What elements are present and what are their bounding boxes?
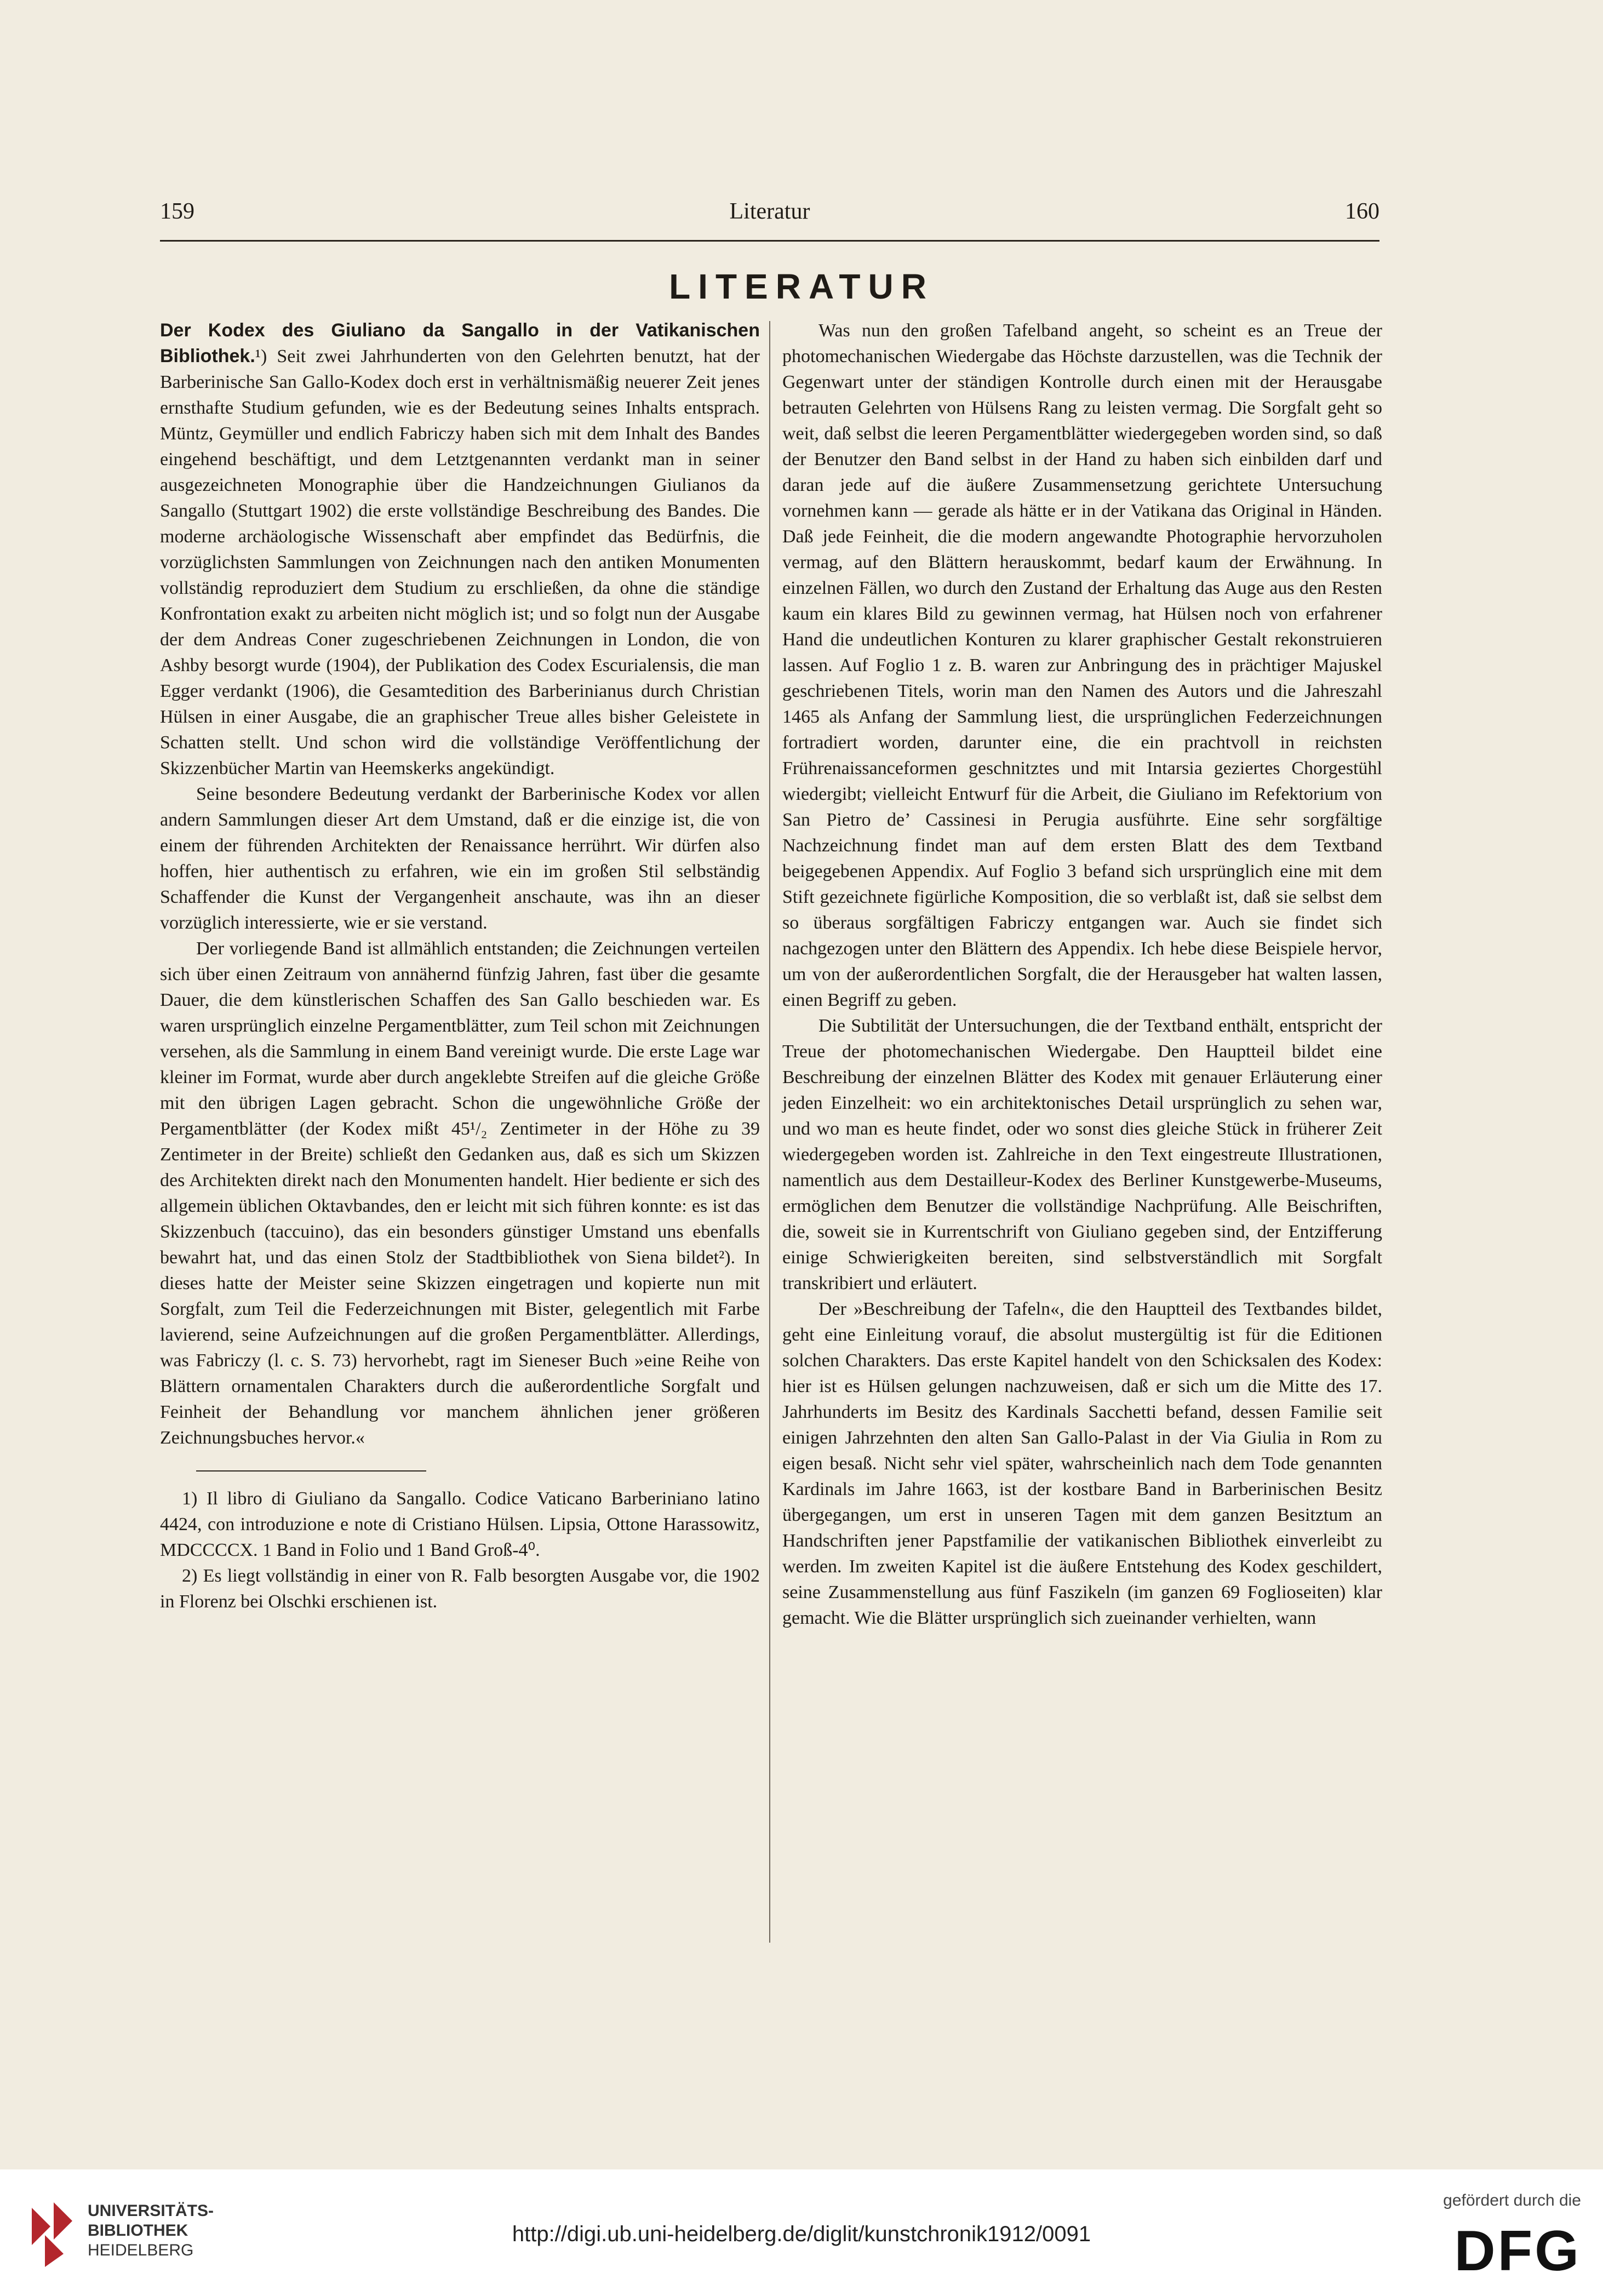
library-name-line: BIBLIOTHEK bbox=[88, 2221, 188, 2240]
paragraph: Was nun den großen Tafelband angeht, so scheint es an Treue der photomechanischen Wiedergabe das Höchste darzustellen, was die Technik der Gegenwart unter der ständigen Kontrolle durch einen mit der Herausgabe betrauten Gelehrten von Hülsens Rang zu leisten vermag. Die Sorgfalt geht so weit, daß selbst die leeren Pergamentblätter wiedergegeben worden sind, so daß der Benutzer den Band selbst in der Hand zu haben sich einbilden darf und daran jede auf die äußere Zusammensetzung gerichtete Untersuchung vornehmen kann — gerade als hätte er in der Vatikana das Original in Händen. Daß jede Feinheit, die die modern angewandte Photographie hervorzuholen vermag, auf den Blättern herauskommt, bedarf kaum der Erwähnung. In einzelnen Fällen, wo durch den Zustand der Erhaltung das Auge aus den Resten kaum ein klares Bild zu gewinnen vermag, hat Hülsen noch von erfahrener Hand die undeutlichen Konturen zu klarer graphischer Gestalt rekonstruieren lassen. Auf Foglio 1 z. B. waren zur Anbringung des in prächtiger Majuskel geschriebenen Titels, worin man den Namen des Autors und die Jahreszahl 1465 als Anfang der Sammlung liest, die ursprünglichen Federzeichnungen fortradiert worden, darunter eine, die ein prachtvoll in reichsten Frührenaissanceformen geschnitztes und mit Intarsia geziertes Chorgestühl wiedergibt; vielleicht Entwurf für die Arbeit, die Giuliano im Refektorium von San Pietro de’ Cassinesi in Perugia ausführte. Eine sehr sorgfältige Nachzeichnung findet man auf dem ersten Blatt des dem Textband beigegebenen Appendix. Auf Foglio 3 befand sich ursprünglich eine mit dem Stift gezeichnete figürliche Komposition, die so verblaßt ist, daß sie selbst dem so überaus sorgfältigen Fabriczy entgangen war. Auch sie findet sich nachgezogen unter den Blättern des Appendix. Ich hebe diese Beispiele hervor, um von der außerordentlichen Sorgfalt, die der Herausgeber hat walten lassen, einen Begriff zu geben. bbox=[782, 320, 1382, 1010]
dfg-logo: DFG bbox=[1454, 2219, 1581, 2283]
library-name-line: HEIDELBERG bbox=[88, 2241, 194, 2259]
right-column bbox=[782, 318, 1382, 1631]
footnote-rule bbox=[196, 1470, 426, 1471]
left-column bbox=[160, 318, 760, 1614]
page-number-right: 160 bbox=[1345, 199, 1379, 224]
running-head bbox=[160, 198, 1379, 231]
paragraph bbox=[160, 318, 760, 781]
library-name-line: UNIVERSITÄTS- bbox=[88, 2202, 214, 2220]
paragraph: Der vorliegende Band ist allmählich entstanden; die Zeichnungen verteilen sich über einen Zeitraum von annähernd fünfzig Jahren, fast über die gesamte Dauer, die dem künstlerischen Schaffen des San Gallo beschieden war. Es waren ursprünglich einzelne Pergamentblätter, zum Teil schon mit Zeichnungen versehen, als die Sammlung in einem Band vereinigt wurde. Die erste Lage war kleiner im Format, wurde aber durch angeklebte Streifen auf die gleiche Größe mit den übrigen Lagen gebracht. Schon die ungewöhnliche Größe der Pergamentblätter (der Kodex mißt 45¹/₂ Zentimeter in der Höhe zu 39 Zentimeter in der Breite) schließt den Gedanken aus, daß es sich um Skizzen des Architekten direkt nach den Monumenten handelt. Hier bediente er sich des allgemein üblichen Oktavbandes, den er leicht mit sich führen konnte: es ist das Skizzenbuch (taccuino), das ein besonders günstiger Umstand uns ebenfalls bewahrt hat, und das einen Stolz der Stadtbibliothek von Siena bildet²). In dieses hatte der Meister seine Skizzen eingetragen und kopierte nun mit Sorgfalt, zum Teil die Federzeichnungen mit Bister, gelegentlich mit Farbe lavierend, seine Aufzeichnungen auf die großen Pergamentblätter. Allerdings, was Fabriczy (l. c. S. 73) hervorhebt, ragt im Sieneser Buch »eine Reihe von Blättern ornamentalen Charakters durch die außerordentliche Sorgfalt und Feinheit der Behandlung vor manchem ähnlichen jener größeren Zeichnungsbuches hervor.« bbox=[160, 938, 760, 1448]
paragraph-text: ¹) Seit zwei Jahrhunderten von den Gelehrten benutzt, hat der Barberinische San Gallo-Kodex doch erst in verhältnismäßig neuerer Zeit jenes ernsthafte Studium gefunden, wie es der Bedeutung seines Inhalts entsprach. Müntz, Geymüller und endlich Fabriczy haben sich mit dem Inhalt des Bandes eingehend beschäftigt, und dem Letztgenannten verdankt man in seiner ausgezeichneten Monographie über die Handzeichnungen Giulianos da Sangallo (Stuttgart 1902) die erste vollständige Beschreibung des Bandes. Die moderne archäologische Wissenschaft aber empfindet das Bedürfnis, die vorzüglichsten Sammlungen von Zeichnungen nach den antiken Monumenten vollständig reproduziert dem Studium zu erschließen, da ohne die ständige Konfrontation exakt zu arbeiten nicht möglich ist; und so folgt nun der Ausgabe der dem Andreas Coner zugeschriebenen Zeichnungen in London, die von Ashby besorgt wurde (1904), der Publikation des Codex Escurialensis, die man Egger verdankt (1906), die Gesamtedition des Barberinianus durch Christian Hülsen in einer Ausgabe, die an graphischer Treue alles bisher Geleistete in Schatten stellt. Und schon wird die vollständige Veröffentlichung der Skizzenbücher Martin van Heemskerks angekündigt. bbox=[160, 346, 760, 778]
header-rule bbox=[160, 240, 1379, 242]
paragraph: Seine besondere Bedeutung verdankt der Barberinische Kodex vor allen andern Sammlungen dieser Art dem Umstand, daß er die einzige ist, die von einem der führenden Architekten der Renaissance herrührt. Wir dürfen also hoffen, hier authentisch zu erfahren, wie ein im großen Stil selbständig Schaffender die Kunst der Vergangenheit anschaute, was ihn an dieser vorzüglich interessierte, wie er sie verstand. bbox=[160, 784, 760, 933]
footnotes bbox=[160, 1486, 760, 1614]
article-heading: Der Kodex des Giuliano da Sangallo in der Vatikanischen Bibliothek. bbox=[160, 320, 760, 367]
funded-by-label: gefördert durch die bbox=[1443, 2191, 1581, 2209]
column-divider bbox=[769, 321, 770, 1943]
footnote: 1) Il libro di Giuliano da Sangallo. Codice Vaticano Barberiniano latino 4424, con introduzione e note di Cristiano Hülsen. Lipsia, Ottone Harassowitz, MDCCCCX. 1 Band in Folio und 1 Band Groß-4⁰. bbox=[160, 1488, 760, 1560]
source-url-link[interactable]: http://digi.ub.uni-heidelberg.de/diglit/kunstchronik1912/0091 bbox=[512, 2222, 1091, 2246]
page-number-left: 159 bbox=[160, 199, 194, 224]
footer-bar bbox=[0, 2169, 1603, 2296]
footnote: 2) Es liegt vollständig in einer von R. Falb besorgten Ausgabe vor, die 1902 in Florenz bei Olschki erschienen ist. bbox=[160, 1566, 760, 1612]
section-title: LITERATUR bbox=[669, 267, 934, 306]
paragraph: Der »Beschreibung der Tafeln«, die den Hauptteil des Textbandes bildet, geht eine Einleitung vorauf, die absolut mustergültig ist für die Editionen solchen Charakters. Das erste Kapitel handelt von den Schicksalen des Kodex: hier ist es Hülsen gelungen nachzuweisen, daß er sich um die Mitte des 17. Jahrhunderts im Besitz des Kardinals Sacchetti befand, dessen Familie seit einigen Jahrzehnten den alten San Gallo-Palast in der Via Giulia in Rom zu eigen besaß. Nicht sehr viel später, wahrscheinlich nach dem Tode genannten Kardinals im Jahre 1663, ist der kostbare Band in Barberinischen Besitz übergegangen, um erst in unseren Tagen mit dem ganzen Besitztum an Handschriften jener Papstfamilie der vatikanischen Bibliothek einverleibt zu werden. Im zweiten Kapitel ist die äußere Entstehung des Kodex geschildert, seine Zusammenstellung aus fünf Faszikeln (im ganzen 69 Foglioseiten) klar gemacht. Wie die Blätter ursprünglich sich zueinander verhielten, wann bbox=[782, 1299, 1382, 1628]
paragraph: Die Subtilität der Untersuchungen, die der Textband enthält, entspricht der Treue der photomechanischen Wiedergabe. Den Hauptteil bildet eine Beschreibung der einzelnen Blätter des Kodex mit genauer Erläuterung einer jeden Einzelheit: wo ein architektonisches Detail ursprünglich zu sehen war, und wo man es heute findet, oder wo sonst dies gleiche Stück in früherer Zeit wiedergegeben worden ist. Zahlreiche in den Text eingestreute Illustrationen, namentlich aus dem Destailleur-Kodex des Berliner Kunstgewerbe-Museums, ermöglichen dem Benutzer die vollständige Nachprüfung. Alle Beischriften, die, soweit sie in Kurrentschrift von Giuliano gegeben sind, der Entzifferung einige Schwierigkeiten bereiten, sind selbstverständlich mit Sorgfalt transkribiert und erläutert. bbox=[782, 1016, 1382, 1293]
running-head-title: Literatur bbox=[729, 199, 810, 224]
